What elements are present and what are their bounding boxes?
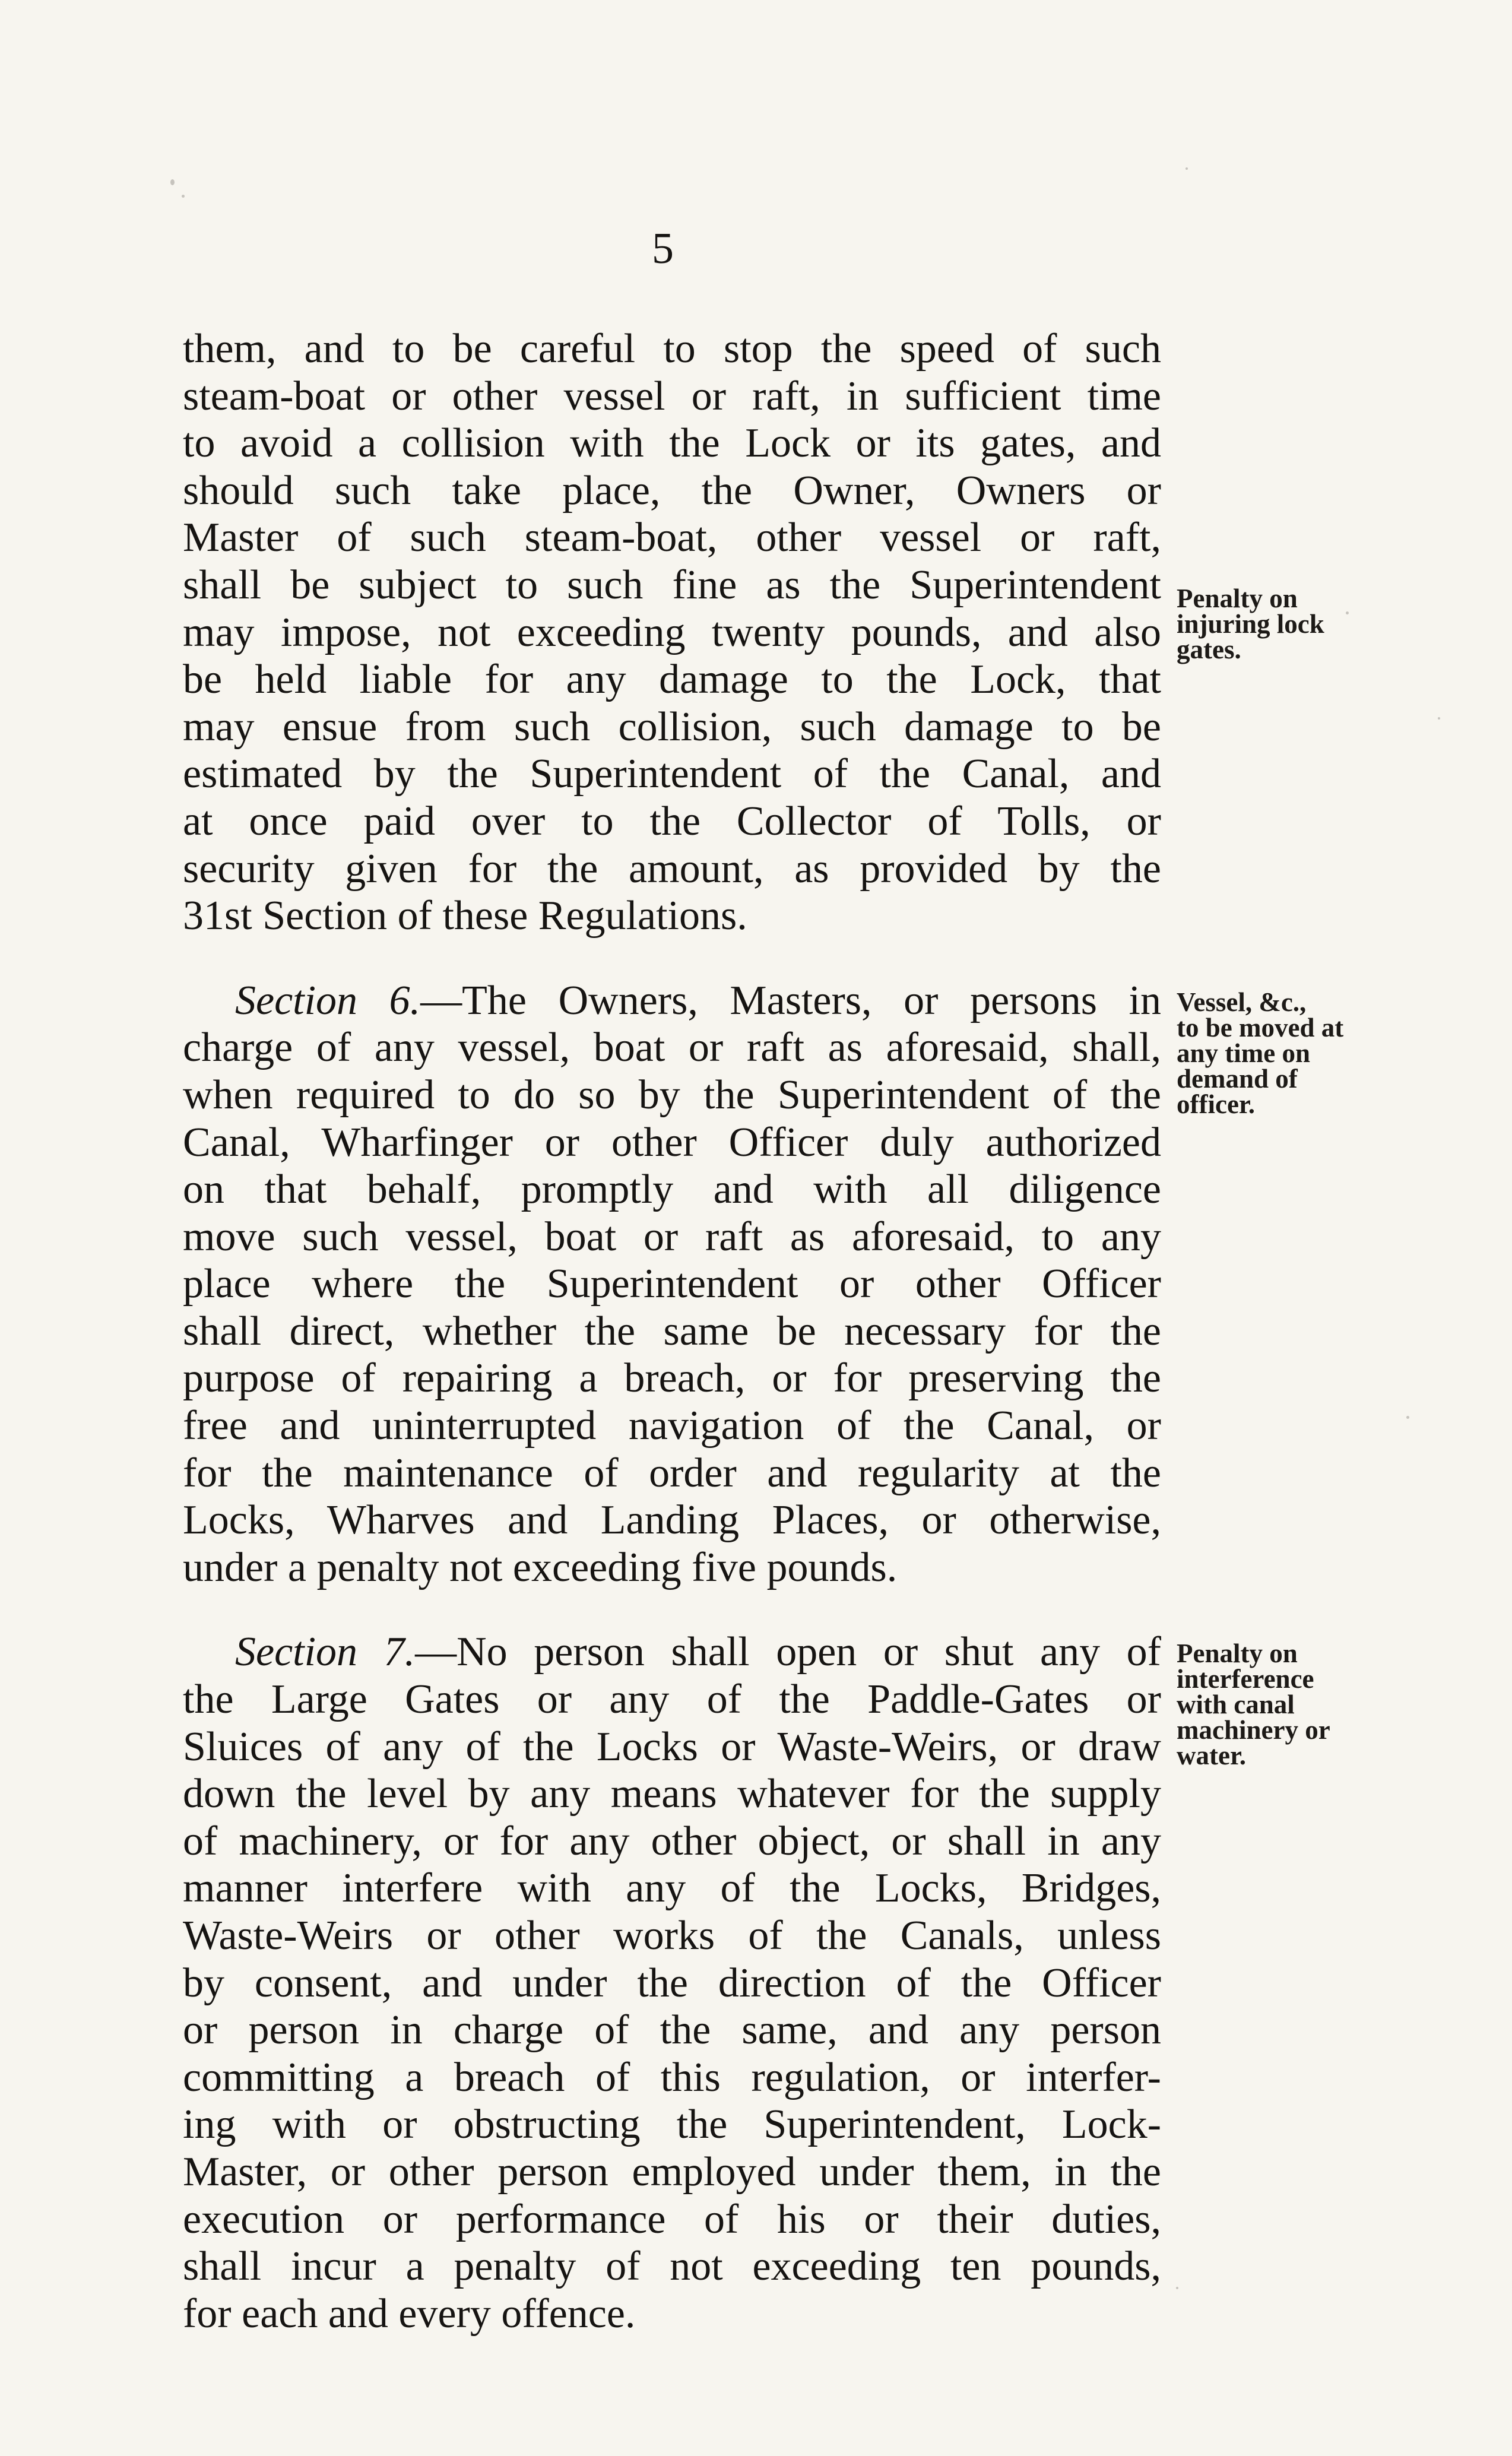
carryover-paragraph	[183, 325, 1161, 940]
margin-note-line: machinery or	[1177, 1715, 1330, 1745]
text-line: to avoid a collision with the Lock or its gates, and	[183, 420, 1161, 467]
text-line: ing with or obstructing the Superintendent, Lock-	[183, 2102, 1161, 2148]
text-line: should such take place, the Owner, Owners or	[183, 467, 1161, 514]
section-7-first-line: —No person shall open or shut any of	[415, 1629, 1161, 1675]
text-line: charge of any vessel, boat or raft as aforesaid, shall,	[183, 1025, 1161, 1071]
print-speck	[182, 195, 185, 198]
text-line: when required to do so by the Superintendent of the	[183, 1072, 1161, 1118]
paragraph-gap	[183, 940, 1161, 977]
margin-note-line: to be moved at	[1177, 1013, 1344, 1042]
text-line: under a penalty not exceeding five pounds.	[183, 1544, 898, 1590]
print-speck	[1438, 717, 1440, 720]
section-heading-line	[183, 977, 1161, 1025]
section-heading-line	[183, 1628, 1161, 1676]
print-speck	[1176, 2287, 1178, 2289]
margin-note-line: water.	[1177, 1741, 1247, 1770]
margin-note-line: Vessel, &c.,	[1177, 987, 1307, 1017]
text-line: shall incur a penalty of not exceeding ten pounds,	[183, 2243, 1161, 2290]
main-text-column	[183, 325, 1161, 2337]
text-line: security given for the amount, as provided by the	[183, 845, 1161, 892]
text-line: Canal, Wharfinger or other Officer duly authorized	[183, 1119, 1161, 1165]
text-line: committing a breach of this regulation, or interfer-	[183, 2054, 1161, 2100]
margin-note-line: gates.	[1177, 635, 1241, 664]
margin-note-lock-gates	[1177, 586, 1426, 663]
text-line: by consent, and under the direction of the Officer	[183, 1960, 1161, 2006]
margin-note-canal-machinery	[1177, 1641, 1426, 1769]
text-line: purpose of repairing a breach, or for preserving the	[183, 1355, 1161, 1402]
section-7-label: Section 7.	[235, 1629, 416, 1675]
text-line: for each and every offence.	[183, 2290, 636, 2337]
margin-note-line: with canal	[1177, 1690, 1295, 1719]
text-line: may impose, not exceeding twenty pounds, and also	[183, 609, 1161, 655]
text-line: move such vessel, boat or raft as aforesaid, to any	[183, 1213, 1161, 1260]
margin-note-line: injuring lock	[1177, 609, 1324, 639]
text-line: down the level by any means whatever for the supply	[183, 1771, 1161, 1817]
text-line: shall direct, whether the same be necessary for the	[183, 1308, 1161, 1354]
section-7-paragraph	[183, 1628, 1161, 2337]
text-line: for the maintenance of order and regularity at the	[183, 1450, 1161, 1496]
paragraph-gap	[183, 1591, 1161, 1628]
margin-note-vessel-moved	[1177, 987, 1426, 1119]
margin-note-line: demand of	[1177, 1064, 1298, 1094]
text-line: Master, or other person employed under them, in the	[183, 2148, 1161, 2195]
margin-note-line: any time on	[1177, 1038, 1310, 1068]
text-line: be held liable for any damage to the Lock, that	[183, 657, 1161, 703]
text-line: on that behalf, promptly and with all diligence	[183, 1167, 1161, 1213]
text-line: Waste-Weirs or other works of the Canals, unless	[183, 1913, 1161, 1959]
text-line: of machinery, or for any other object, or shall in any	[183, 1818, 1161, 1864]
print-speck	[1185, 167, 1188, 170]
margin-note-line: interference	[1177, 1664, 1314, 1694]
text-line: may ensue from such collision, such damage to be	[183, 703, 1161, 750]
text-line: estimated by the Superintendent of the Canal, and	[183, 751, 1161, 797]
text-line: manner interfere with any of the Locks, Bridges,	[183, 1865, 1161, 1912]
page-number: 5	[652, 224, 674, 273]
text-line: Master of such steam-boat, other vessel or raft,	[183, 515, 1161, 561]
text-line: at once paid over to the Collector of Tolls, or	[183, 798, 1161, 844]
text-line: execution or performance of his or their duties,	[183, 2196, 1161, 2242]
margin-note-line: Penalty on	[1177, 1639, 1298, 1668]
text-line: 31st Section of these Regulations.	[183, 893, 747, 939]
print-speck	[170, 179, 175, 185]
section-6-first-line: —The Owners, Masters, or persons in	[420, 977, 1161, 1023]
text-line: place where the Superintendent or other Officer	[183, 1261, 1161, 1307]
margin-note-line: Penalty on	[1177, 584, 1298, 613]
section-6-paragraph	[183, 977, 1161, 1592]
text-line: steam-boat or other vessel or raft, in sufficient time	[183, 373, 1161, 419]
text-line: the Large Gates or any of the Paddle-Gates or	[183, 1677, 1161, 1723]
print-speck	[1406, 1416, 1409, 1419]
text-line: free and uninterrupted navigation of the Canal, or	[183, 1403, 1161, 1449]
text-line: or person in charge of the same, and any person	[183, 2007, 1161, 2053]
text-line: them, and to be careful to stop the speed of such	[183, 326, 1161, 372]
section-6-label: Section 6.	[235, 977, 421, 1023]
text-line: Locks, Wharves and Landing Places, or otherwise,	[183, 1497, 1161, 1544]
text-line: shall be subject to such fine as the Superintendent	[183, 562, 1161, 608]
margin-note-line: officer.	[1177, 1089, 1256, 1119]
text-line: Sluices of any of the Locks or Waste-Weirs, or draw	[183, 1723, 1161, 1770]
